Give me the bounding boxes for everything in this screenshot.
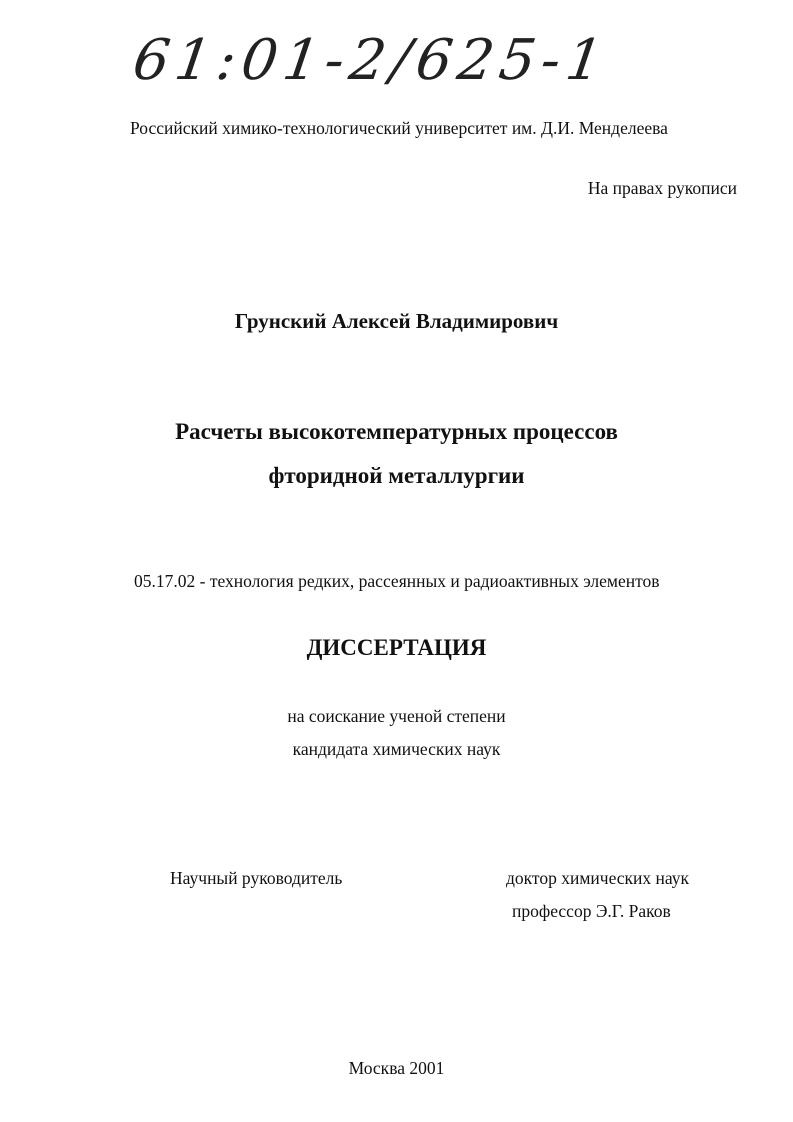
university-name: Российский химико-технологический университет им. Д.И. Менделеева bbox=[130, 118, 668, 138]
supervisor-name: профессор Э.Г. Раков bbox=[512, 901, 671, 921]
dissertation-title-line-2: фторидной металлургии bbox=[268, 463, 525, 488]
handwritten-catalog-code: 61:01-2/625-1 bbox=[129, 28, 613, 93]
document-type: ДИССЕРТАЦИЯ bbox=[306, 635, 487, 660]
supervisor-degree: доктор химических наук bbox=[506, 868, 690, 888]
city-year: Москва 2001 bbox=[348, 1058, 445, 1078]
author-name: Грунский Алексей Владимирович bbox=[234, 309, 559, 333]
dissertation-title-line-1: Расчеты высокотемпературных процессов bbox=[175, 419, 618, 444]
manuscript-rights-note: На правах рукописи bbox=[587, 178, 737, 198]
degree-line-1: на соискание ученой степени bbox=[287, 706, 506, 726]
supervisor-label: Научный руководитель bbox=[170, 868, 343, 888]
degree-line-2: кандидата химических наук bbox=[292, 739, 501, 759]
specialty-code: 05.17.02 - технология редких, рассеянных и радиоактивных элементов bbox=[134, 571, 660, 591]
